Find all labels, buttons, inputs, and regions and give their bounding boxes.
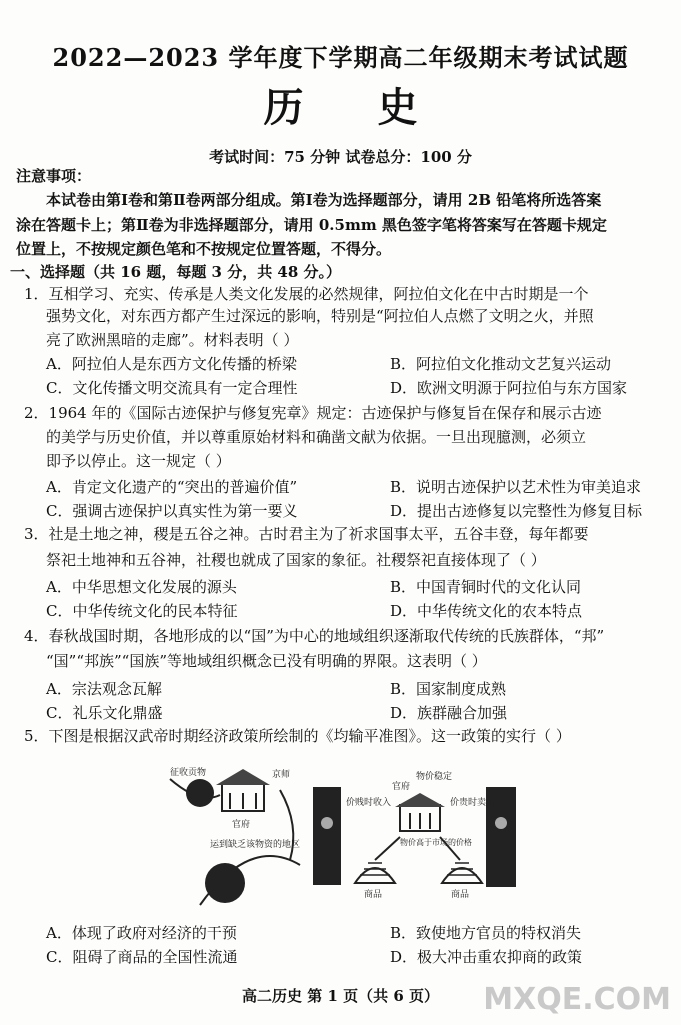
question-line: 5．下图是根据汉武帝时期经济政策所绘制的《均输平准图》。这一政策的实行（ ） [24,727,571,745]
diagram-label: 价贵时卖出 [450,798,496,808]
question-line: 强势文化，对东西方都产生过深远的影响，特别是“阿拉伯人点燃了文明之火，并照 [46,307,594,325]
option-b: B．国家制度成熟 [390,680,507,698]
option-b: B．阿拉伯文化推动文艺复兴运动 [390,355,612,373]
diagram-label: 商品 [364,890,383,900]
notes-line: 涂在答题卡上；第Ⅱ卷为非选择题部分，请用 0.5mm 黑色签字笔将答案写在答题卡规定 [16,216,607,234]
option-c: C．文化传播文明交流具有一定合理性 [46,379,298,397]
diagram-label: 运到缺乏该物资的地区 [210,840,301,850]
question-line: 3．社是土地之神，稷是五谷之神。古时君主为了祈求国事太平，五谷丰登，每年都要 [24,525,589,543]
option-a: A．阿拉伯人是东西方文化传播的桥梁 [46,355,297,373]
diagram-label: 价贱时收入 [346,798,392,808]
option-c: C．强调古迹保护以真实性为第一要义 [46,502,298,520]
capital-roof-icon [216,769,270,785]
junshu-pingzhun-diagram [160,765,520,915]
option-b: B．致使地方官员的特权消失 [390,924,582,942]
section-heading: 一、选择题（共 16 题，每题 3 分，共 48 分。） [10,263,342,281]
remote-region-icon [205,863,245,903]
diagram-label: 京师 [272,770,291,780]
question-line: “国”“邦族”“国族”等地域组织概念已没有明确的界限。这表明（ ） [46,652,487,670]
pillar-left [313,787,341,885]
office-roof-icon [395,793,445,807]
diagram-label: 征收贡物 [170,768,207,778]
diagram-label: 官府 [232,820,251,830]
notes-line: 位置上，不按规定颜色笔和不按规定位置答题，不得分。 [16,240,392,258]
notes-heading: 注意事项： [16,167,92,185]
question-line: 亮了欧洲黑暗的走廊”。材料表明（ ） [46,331,299,349]
option-c: C．礼乐文化鼎盛 [46,704,163,722]
question-line: 4．春秋战国时期，各地形成的以“国”为中心的地域组织逐渐取代传统的氏族群体，“邦” [24,627,605,645]
diagram-label: 物价稳定 [416,772,453,782]
exam-info: 考试时间：75 分钟 试卷总分：100 分 [209,148,472,166]
option-d: D．族群融合加强 [390,704,508,722]
option-d: D．中华传统文化的农本特点 [390,602,583,620]
option-d: D．欧洲文明源于阿拉伯与东方国家 [390,379,628,397]
question-line: 1．互相学习、充实、传承是人类文化发展的必然规律，阿拉伯文化在中古时期是一个 [24,285,589,303]
question-line: 2．1964 年的《国际古迹保护与修复宪章》规定：古迹保护与修复旨在保存和展示古迹 [24,404,602,422]
question-line: 祭祀土地神和五谷神，社稷也就成了国家的象征。社稷祭祀直接体现了（ ） [46,551,546,569]
option-a: A．体现了政府对经济的干预 [46,924,237,942]
option-a: A．宗法观念瓦解 [46,680,162,698]
option-a: A．肯定文化遗产的“突出的普遍价值” [46,478,298,496]
option-b: B．中国青铜时代的文化认同 [390,578,582,596]
question-line: 的美学与历史价值，并以尊重原始材料和确凿文献为依据。一旦出现臆测，必须立 [46,428,587,446]
option-c: C．中华传统文化的民本特征 [46,602,238,620]
notes-line: 本试卷由第Ⅰ卷和第Ⅱ卷两部分组成。第Ⅰ卷为选择题部分，请用 2B 铅笔将所选答案 [46,191,602,209]
exam-title: 2022—2023 学年度下学期高二年级期末考试试题 [52,43,629,72]
option-b: B．说明古迹保护以艺术性为审美追求 [390,478,642,496]
option-d: D．提出古迹修复以完整性为修复目标 [390,502,643,520]
option-c: C．阻碍了商品的全国性流通 [46,948,238,966]
option-d: D．极大冲击重农抑商的政策 [390,948,583,966]
subject-title: 历 史 [263,84,448,131]
page-footer: 高二历史 第 1 页（共 6 页） [242,987,439,1005]
watermark: MXQE.COM [483,982,671,1017]
question-line: 即予以停止。这一规定（ ） [46,452,231,470]
diagram-label: 物价高于市场的价格 [400,838,472,847]
option-a: A．中华思想文化发展的源头 [46,578,237,596]
diagram-label: 商品 [451,890,470,900]
diagram-label: 官府 [392,782,411,792]
